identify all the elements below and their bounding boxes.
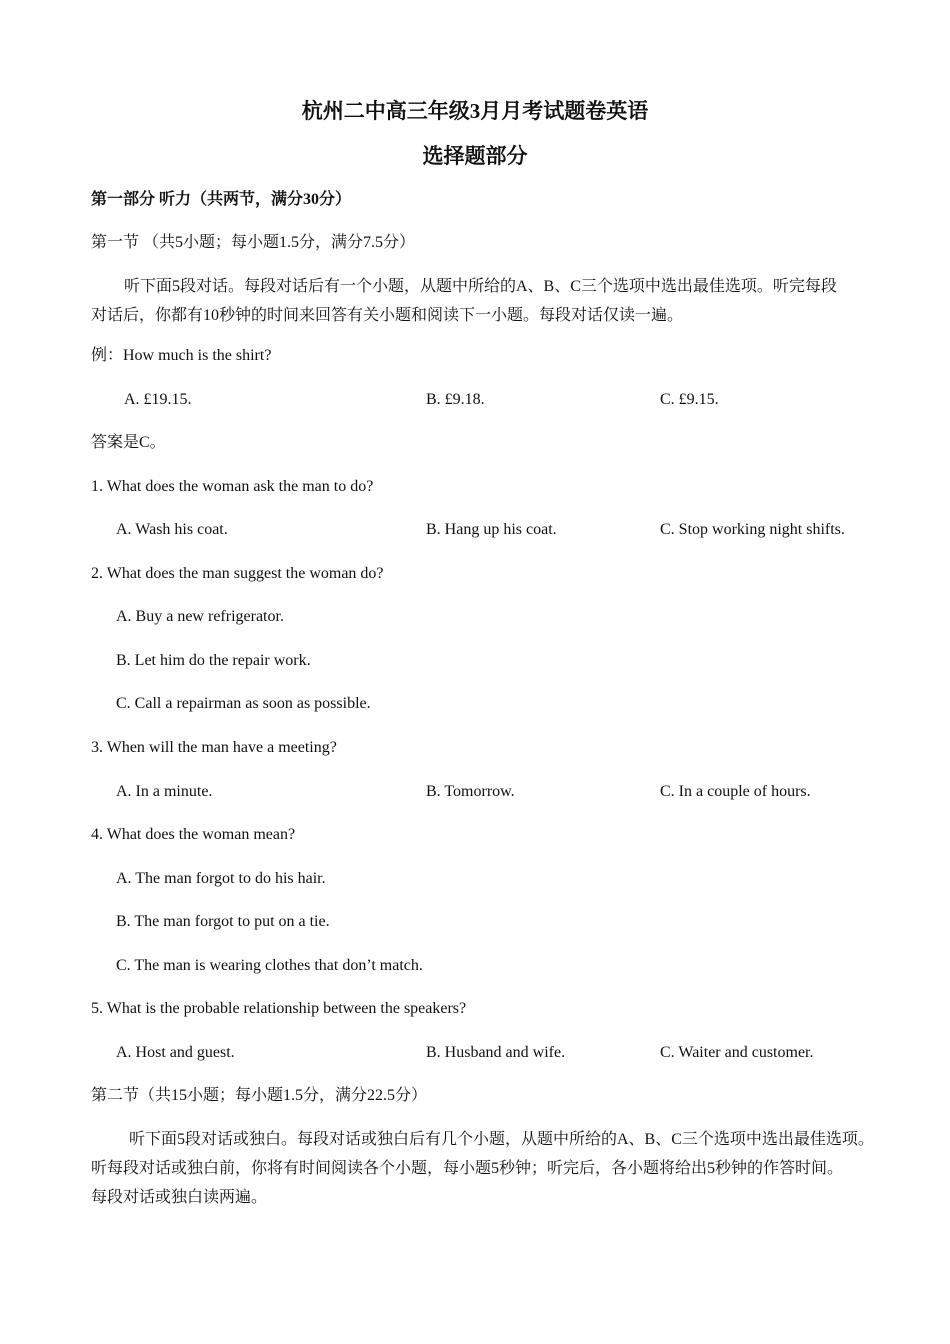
question-3-option-c: C. In a couple of hours. xyxy=(660,783,811,800)
question-4-option-c: C. The man is wearing clothes that don’t match. xyxy=(116,957,423,974)
question-1-option-c: C. Stop working night shifts. xyxy=(660,521,845,538)
question-5-option-c: C. Waiter and customer. xyxy=(660,1044,814,1061)
question-4-option-a: A. The man forgot to do his hair. xyxy=(116,870,326,887)
question-5: 5. What is the probable relationship between the speakers? xyxy=(91,1000,467,1017)
question-3: 3. When will the man have a meeting? xyxy=(91,739,337,756)
question-2: 2. What does the man suggest the woman do? xyxy=(91,565,384,582)
question-1-option-a: A. Wash his coat. xyxy=(116,521,228,538)
question-5-option-b: B. Husband and wife. xyxy=(426,1044,566,1061)
question-2-option-a: A. Buy a new refrigerator. xyxy=(116,608,284,625)
section1-heading: 第一节 （共5小题；每小题1.5分，满分7.5分） xyxy=(91,234,416,251)
question-3-option-b: B. Tomorrow. xyxy=(426,783,515,800)
section2-instructions-line1: 听下面5段对话或独白。每段对话或独白后有几个小题，从题中所给的A、B、C三个选项中选出最佳选项。 xyxy=(129,1131,874,1148)
example-option-c: C. £9.15. xyxy=(660,391,719,408)
section1-instructions-line1: 听下面5段对话。每段对话后有一个小题，从题中所给的A、B、C三个选项中选出最佳选项。听完每段 xyxy=(124,278,837,295)
question-2-option-b: B. Let him do the repair work. xyxy=(116,652,311,669)
question-4: 4. What does the woman mean? xyxy=(91,826,296,843)
question-3-option-a: A. In a minute. xyxy=(116,783,213,800)
question-4-option-b: B. The man forgot to put on a tie. xyxy=(116,913,330,930)
part1-heading: 第一部分 听力（共两节，满分30分） xyxy=(91,191,352,208)
question-5-option-a: A. Host and guest. xyxy=(116,1044,235,1061)
section1-instructions-line2: 对话后，你都有10秒钟的时间来回答有关小题和阅读下一小题。每段对话仅读一遍。 xyxy=(91,307,684,324)
question-2-option-c: C. Call a repairman as soon as possible. xyxy=(116,695,371,712)
section2-instructions-line2: 听每段对话或独白前，你将有时间阅读各个小题，每小题5秒钟；听完后，各小题将给出5秒钟的作答时间。 xyxy=(91,1160,844,1177)
section2-instructions-line3: 每段对话或独白读两遍。 xyxy=(91,1189,268,1206)
example-option-a: A. £19.15. xyxy=(124,391,192,408)
example-question: 例：How much is the shirt? xyxy=(91,347,272,364)
example-answer: 答案是C。 xyxy=(91,434,166,451)
question-1: 1. What does the woman ask the man to do? xyxy=(91,478,374,495)
question-1-option-b: B. Hang up his coat. xyxy=(426,521,557,538)
exam-subtitle: 选择题部分 xyxy=(422,144,528,168)
section2-heading: 第二节（共15小题；每小题1.5分，满分22.5分） xyxy=(91,1087,428,1104)
example-option-b: B. £9.18. xyxy=(426,391,485,408)
exam-title: 杭州二中高三年级3月月考试题卷英语 xyxy=(301,99,649,123)
